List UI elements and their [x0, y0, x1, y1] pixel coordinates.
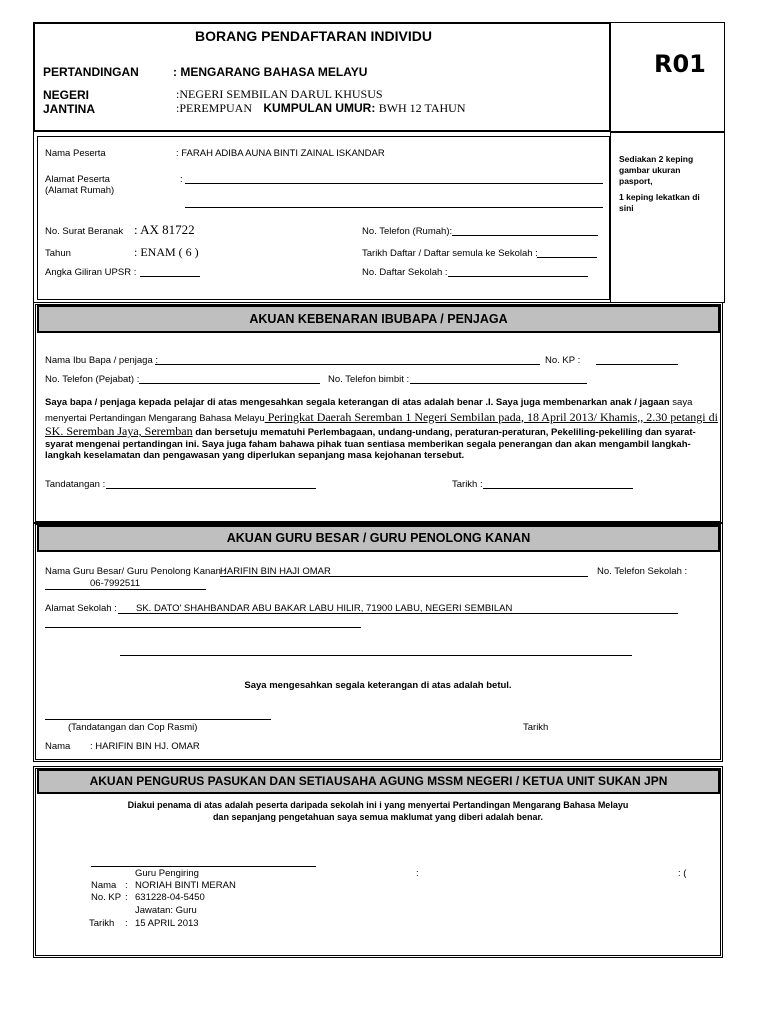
- alamat-label-1: Alamat Peserta: [45, 174, 110, 185]
- tarikh-daftar-line[interactable]: [537, 257, 597, 258]
- photo-line-2: gambar ukuran: [619, 165, 681, 175]
- photo-instruction: [619, 154, 700, 214]
- mssm-mid-colon: :: [416, 868, 419, 879]
- hm-name-line[interactable]: [220, 576, 588, 577]
- parent-signature-line[interactable]: [106, 488, 316, 489]
- surat-beranak-value: : AX 81722: [134, 222, 195, 237]
- alamat-label-2: (Alamat Rumah): [45, 185, 115, 196]
- pertandingan-value: : MENGARANG BAHASA MELAYU: [173, 65, 368, 79]
- guru-pengiring-label: Guru Pengiring: [135, 868, 199, 879]
- parent-declaration: [45, 397, 718, 462]
- declaration-line-1-tail: saya: [672, 397, 693, 408]
- photo-line-1: Sediakan 2 keping: [619, 154, 694, 164]
- declaration-line-5: langkah keselamatan dan pengawasan yang diperlukan sepanjang masa kejohanan tersebut.: [45, 450, 465, 461]
- mssm-text-line-1: Diakui penama di atas adalah peserta daripada sekolah ini i yang menyertai Pertandingan Mengarang Bahasa Melayu: [127, 800, 629, 810]
- headmaster-section-heading: AKUAN GURU BESAR / GURU PENOLONG KANAN: [37, 525, 720, 552]
- school-address-line-2[interactable]: [45, 627, 361, 628]
- parent-date-line[interactable]: [483, 488, 633, 489]
- photo-line-4: 1 keping lekatkan di: [619, 192, 700, 202]
- negeri-value: :NEGERI SEMBILAN DARUL KHUSUS: [176, 87, 383, 101]
- school-tel-label: No. Telefon Sekolah :: [597, 566, 688, 577]
- jantina-value: :PEREMPUAN: [176, 101, 253, 115]
- mssm-right-mark: : (: [678, 868, 687, 879]
- tahun-label: Tahun: [45, 248, 71, 259]
- pengiring-nama-value: NORIAH BINTI MERAN: [135, 880, 236, 891]
- pengiring-tarikh-sep: :: [125, 918, 128, 929]
- parent-kp-label: No. KP :: [545, 355, 581, 366]
- school-address-value: SK. DATO' SHAHBANDAR ABU BAKAR LABU HILIR, 71900 LABU, NEGERI SEMBILAN: [136, 603, 513, 614]
- declaration-line-2: [45, 409, 718, 425]
- kumpulan-label: KUMPULAN UMUR:: [263, 101, 376, 115]
- pengiring-tarikh-label: Tarikh: [89, 918, 115, 929]
- mssm-section-box: [33, 766, 723, 958]
- tel-bimbit-label: No. Telefon bimbit :: [328, 374, 410, 385]
- kumpulan-value: BWH 12 TAHUN: [378, 101, 466, 115]
- telefon-rumah-line[interactable]: [452, 235, 598, 236]
- alamat-line-1[interactable]: [185, 183, 603, 184]
- hm-name-label: Nama Guru Besar/ Guru Penolong Kanan :: [45, 566, 227, 577]
- hm-signature-label: (Tandatangan dan Cop Rasmi): [68, 722, 198, 733]
- hm-confirm-text: Saya mengesahkan segala keterangan di atas adalah betul.: [244, 680, 512, 691]
- upsr-line[interactable]: [140, 276, 200, 277]
- hm-name2-label: Nama: [45, 741, 71, 752]
- photo-line-5: sini: [619, 203, 634, 213]
- parent-name-line[interactable]: [155, 364, 540, 365]
- parent-name-label: Nama Ibu Bapa / penjaga :: [45, 355, 159, 366]
- declaration-line-3: [45, 426, 715, 439]
- form-code: R01: [654, 50, 706, 78]
- school-tel-value: 06-7992511: [90, 578, 141, 589]
- parent-signature-label: Tandatangan :: [45, 479, 106, 490]
- form-title: BORANG PENDAFTARAN INDIVIDU: [195, 28, 432, 44]
- pengiring-kp-label: No. KP: [91, 892, 122, 903]
- alamat-line-2[interactable]: [185, 207, 603, 208]
- photo-line-3: pasport,: [619, 176, 653, 186]
- mssm-text-line-2: dan sepanjang pengetahuan saya semua maklumat yang diberi adalah benar.: [212, 812, 544, 822]
- nama-peserta-label: Nama Peserta: [45, 148, 106, 159]
- guru-pengiring-line[interactable]: [91, 866, 316, 867]
- nama-peserta-value: : FARAH ADIBA AUNA BINTI ZAINAL ISKANDAR: [176, 148, 385, 159]
- parent-date-label: Tarikh :: [452, 479, 483, 490]
- school-tel-line[interactable]: [45, 589, 206, 590]
- declaration-line-3-b: dan bersetuju mematuhi Perlembagaan, undang-undang, peraturan-peraturan, Pekeliling-pekeliling dan syarat-: [192, 427, 696, 438]
- alamat-colon: :: [180, 174, 183, 185]
- school-address-line-3[interactable]: [120, 655, 632, 656]
- hm-signature-line[interactable]: [45, 719, 271, 720]
- declaration-line-1-bold: Saya bapa / penjaga kepada pelajar di atas mengesahkan segala keterangan di atas adalah benar .I. Saya juga membenarkan anak / jagaan: [45, 397, 670, 408]
- school-address-label: Alamat Sekolah :: [45, 603, 117, 614]
- hm-name2-value: : HARIFIN BIN HJ. OMAR: [90, 741, 200, 752]
- upsr-label: Angka Giliran UPSR :: [45, 267, 137, 278]
- negeri-label: NEGERI: [43, 88, 90, 102]
- pengiring-kp-sep: :: [125, 892, 128, 903]
- declaration-line-1: [45, 397, 715, 409]
- tel-pejabat-line[interactable]: [139, 383, 320, 384]
- mssm-section-heading: AKUAN PENGURUS PASUKAN DAN SETIAUSAHA AGUNG MSSM NEGERI / KETUA UNIT SUKAN JPN: [37, 769, 720, 794]
- surat-beranak-label: No. Surat Beranak: [45, 226, 124, 237]
- hm-date-label: Tarikh: [523, 722, 549, 733]
- jantina-row: [176, 101, 466, 116]
- jantina-label: JANTINA: [43, 102, 96, 116]
- declaration-line-2-b: Peringkat Daerah Seremban 1 Negeri Sembilan pada, 18 April 2013/ Khamis,, 2.30 petangi di: [264, 409, 718, 424]
- hm-name-value: HARIFIN BIN HAJI OMAR: [220, 566, 331, 577]
- school-address-line-1[interactable]: [118, 613, 678, 614]
- pengiring-nama-sep: :: [125, 880, 128, 891]
- tel-pejabat-label: No. Telefon (Pejabat) :: [45, 374, 140, 385]
- pengiring-nama-label: Nama: [91, 880, 117, 891]
- pertandingan-label: PERTANDINGAN: [43, 65, 139, 79]
- pengiring-kp-value: 631228-04-5450: [135, 892, 205, 903]
- telefon-rumah-label: No. Telefon (Rumah):: [362, 226, 453, 237]
- no-daftar-line[interactable]: [448, 276, 588, 277]
- pengiring-tarikh-value: 15 APRIL 2013: [135, 918, 199, 929]
- declaration-line-4: syarat mengenai pertandingan ini. Saya juga faham bahawa pihak tuan sentiasa memberikan segala penerangan dan akan mengambil langkah-: [45, 438, 691, 450]
- no-daftar-label: No. Daftar Sekolah :: [362, 267, 448, 278]
- tarikh-daftar-label: Tarikh Daftar / Daftar semula ke Sekolah :: [362, 248, 538, 259]
- tel-bimbit-line[interactable]: [410, 383, 587, 384]
- pengiring-jawatan: Jawatan: Guru: [135, 905, 197, 916]
- declaration-line-2-a: menyertai Pertandingan Mengarang Bahasa Melayu: [45, 412, 265, 424]
- declaration-line-3-a: SK. Seremban Jaya, Seremban: [45, 424, 193, 438]
- parent-kp-line[interactable]: [596, 364, 678, 365]
- parent-section-heading: AKUAN KEBENARAN IBUBAPA / PENJAGA: [37, 305, 720, 333]
- tahun-value: : ENAM ( 6 ): [134, 245, 199, 259]
